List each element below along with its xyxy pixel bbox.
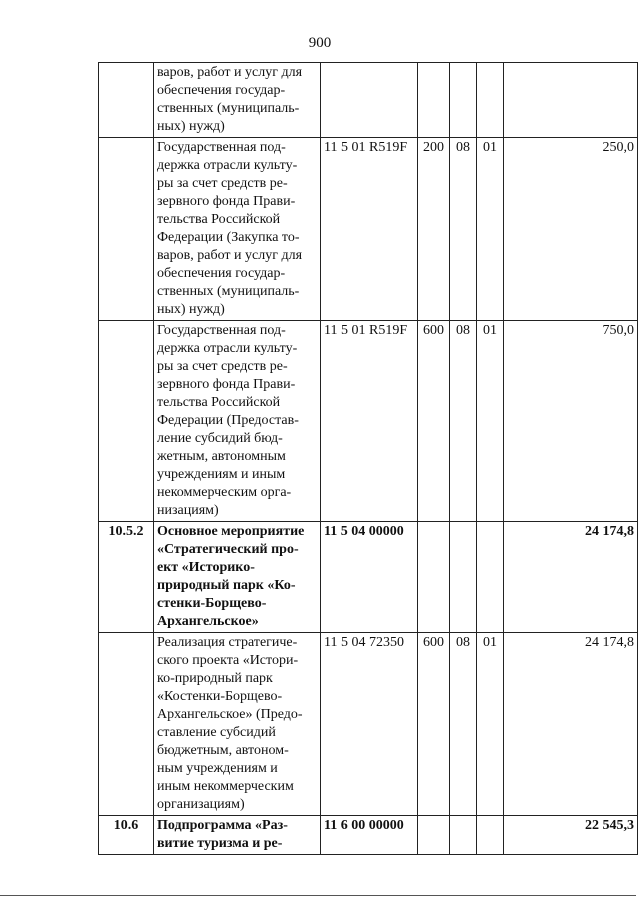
row-subsection: 01	[477, 321, 504, 522]
row-amount: 24 174,8	[504, 633, 638, 816]
row-name-text: Государственная под- держка отрасли культу- ры за счет средств ре- зервного фонда Прави- тельства Российской Федерации (Предостав- ление субсидий бюд- жетным, автономным учреждениям и иным некоммерческим орга- низациям)	[157, 323, 299, 518]
row-subsection	[477, 816, 504, 855]
row-expense-type	[418, 522, 450, 633]
row-section: 08	[450, 321, 477, 522]
row-subsection	[477, 63, 504, 138]
row-name-text: Подпрограмма «Раз- витие туризма и ре-	[157, 818, 288, 851]
row-section	[450, 816, 477, 855]
row-section: 08	[450, 138, 477, 321]
row-code: 11 5 04 00000	[321, 522, 418, 633]
row-number	[99, 138, 154, 321]
page-bottom-rule	[0, 895, 636, 896]
row-amount	[504, 63, 638, 138]
row-section	[450, 63, 477, 138]
row-expense-type	[418, 63, 450, 138]
row-expense-type: 600	[418, 633, 450, 816]
row-name-text: Реализация стратегиче- ского проекта «Истори- ко-природный парк «Костенки-Борщево- Архангельское» (Предо- ставление субсидий бюджетным, автоном- ным учреждениям и иным некоммерческим организациям)	[157, 635, 303, 812]
budget-table-body	[99, 63, 638, 855]
row-amount: 22 545,3	[504, 816, 638, 855]
row-number	[99, 321, 154, 522]
row-name	[154, 522, 321, 633]
row-name	[154, 633, 321, 816]
table-row	[99, 63, 638, 138]
row-subsection: 01	[477, 138, 504, 321]
row-number	[99, 63, 154, 138]
table-row	[99, 816, 638, 855]
row-code: 11 5 01 R519F	[321, 321, 418, 522]
table-row	[99, 633, 638, 816]
row-amount: 24 174,8	[504, 522, 638, 633]
page-number: 900	[308, 35, 332, 51]
row-expense-type: 200	[418, 138, 450, 321]
table-row	[99, 321, 638, 522]
row-amount: 750,0	[504, 321, 638, 522]
row-name	[154, 63, 321, 138]
table-row	[99, 138, 638, 321]
row-subsection	[477, 522, 504, 633]
row-name	[154, 138, 321, 321]
budget-table	[98, 62, 638, 855]
row-subsection: 01	[477, 633, 504, 816]
row-section	[450, 522, 477, 633]
row-number: 10.6	[99, 816, 154, 855]
row-name	[154, 816, 321, 855]
row-code	[321, 63, 418, 138]
row-code: 11 6 00 00000	[321, 816, 418, 855]
row-number: 10.5.2	[99, 522, 154, 633]
row-amount: 250,0	[504, 138, 638, 321]
row-expense-type: 600	[418, 321, 450, 522]
row-name	[154, 321, 321, 522]
row-number	[99, 633, 154, 816]
row-name-text: Основное мероприятие «Стратегический про- ект «Историко- природный парк «Ко- стенки-Борщево- Архангельское»	[157, 524, 305, 629]
row-code: 11 5 04 72350	[321, 633, 418, 816]
row-expense-type	[418, 816, 450, 855]
row-name-text: варов, работ и услуг для обеспечения государ- ственных (муниципаль- ных) нужд)	[157, 65, 303, 134]
table-row	[99, 522, 638, 633]
row-code: 11 5 01 R519F	[321, 138, 418, 321]
row-section: 08	[450, 633, 477, 816]
row-name-text: Государственная под- держка отрасли культу- ры за счет средств ре- зервного фонда Прави- тельства Российской Федерации (Закупка то- варов, работ и услуг для обеспечения государ- ственных (муниципаль- ных) нужд)	[157, 140, 303, 317]
